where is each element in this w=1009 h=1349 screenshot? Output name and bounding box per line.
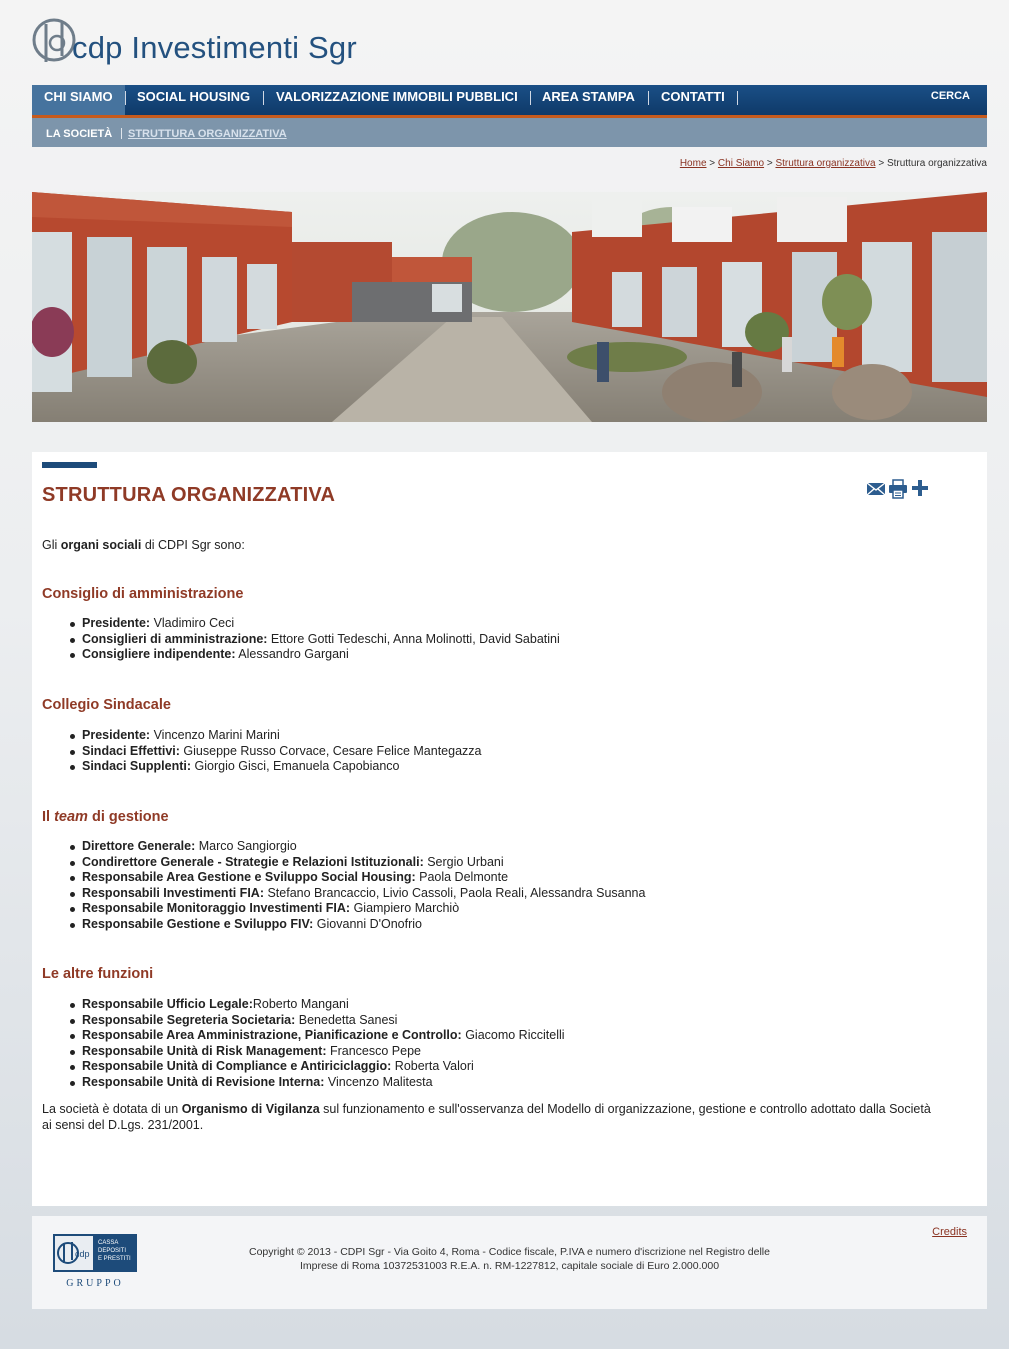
section-heading-consiglio: Consiglio di amministrazione — [42, 586, 244, 602]
subnav-separator — [121, 128, 122, 139]
list-item-role: Responsabile Gestione e Sviluppo FIV: — [82, 916, 314, 931]
closing-text-part: La società è dotata di un — [42, 1102, 182, 1116]
group-logo-line: CASSA — [98, 1240, 119, 1246]
heading-part: di gestione — [87, 809, 169, 825]
breadcrumb — [680, 158, 987, 169]
intro-text-part: Gli — [42, 538, 61, 552]
logo-text: cdp Investimenti Sgr — [72, 30, 357, 65]
page-tools — [866, 479, 930, 499]
list-item — [82, 997, 565, 1013]
list-item-role: Presidente: — [82, 728, 151, 742]
plus-icon[interactable] — [911, 479, 929, 497]
copyright-line: Copyright © 2013 - CDPI Sgr - Via Goito 4, Roma - Codice fiscale, P.IVA e numero d'iscrizione nel Registro delle — [249, 1246, 770, 1258]
list-item-names: Vincenzo Malitesta — [324, 1074, 433, 1089]
list-item-role: Responsabile Monitoraggio Investimenti FIA: — [82, 901, 351, 915]
section-list-collegio — [82, 728, 481, 775]
section-heading-collegio: Collegio Sindacale — [42, 697, 171, 713]
list-item-names: Roberto Mangani — [252, 997, 349, 1011]
list-item — [82, 886, 645, 902]
footer — [32, 1216, 987, 1309]
nav-separator — [648, 91, 649, 105]
list-item — [82, 855, 645, 871]
closing-text-part: sul funzionamento e sull'osservanza del Modello di organizzazione, gestione e controllo adottato dalla Società ai sensi del D.Lgs. 231/2001. — [42, 1102, 931, 1132]
list-item — [82, 1044, 565, 1060]
list-item-role: Responsabile Area Amministrazione, Pianificazione e Controllo: — [82, 1028, 462, 1042]
list-item-role: Responsabile Unità di Revisione Interna: — [82, 1074, 325, 1089]
section-list-team — [82, 839, 645, 932]
list-item-role: Sindaci Effettivi: — [82, 743, 180, 758]
intro-text-bold: organi sociali — [60, 538, 142, 552]
nav-item-area-stampa[interactable]: AREA STAMPA — [542, 89, 635, 104]
section-heading-team — [42, 809, 169, 825]
group-logo-line: GRUPPO — [66, 1278, 124, 1289]
list-item-role: Responsabile Area Gestione e Sviluppo Social Housing: — [82, 870, 416, 884]
list-item-role: Consiglieri di amministrazione: — [82, 631, 268, 646]
list-item-role: Responsabile Unità di Risk Management: — [82, 1043, 327, 1058]
title-accent-bar — [42, 462, 97, 468]
list-item-role: Responsabile Ufficio Legale: — [82, 997, 253, 1011]
nav-item-contatti[interactable]: CONTATTI — [661, 89, 725, 104]
breadcrumb-link-struttura[interactable]: Struttura organizzativa — [775, 158, 876, 169]
list-item-names: Benedetta Sanesi — [295, 1012, 398, 1027]
list-item-role: Responsabili Investimenti FIA: — [82, 885, 264, 900]
nav-separator — [125, 91, 126, 105]
list-item-role: Responsabile Segreteria Societaria: — [82, 1012, 296, 1027]
hero-image — [32, 192, 987, 422]
list-item-names: Alessandro Gargani — [235, 647, 349, 661]
breadcrumb-link-home[interactable]: Home — [679, 158, 707, 169]
list-item-names: Vincenzo Marini Marini — [150, 728, 280, 742]
list-item — [82, 744, 481, 760]
search-link[interactable]: CERCA — [930, 90, 970, 102]
list-item-names: Giorgio Gisci, Emanuela Capobianco — [191, 759, 400, 773]
list-item — [82, 759, 481, 775]
credits-link[interactable]: Credits — [932, 1226, 967, 1238]
list-item — [82, 839, 645, 855]
site-logo[interactable] — [32, 12, 357, 70]
intro-text-part: di CDPI Sgr sono: — [141, 538, 245, 552]
copyright-line: Imprese di Roma 10372531003 R.E.A. n. RM-1227812, capitale sociale di Euro 2.000.000 — [299, 1260, 720, 1272]
breadcrumb-link-chi-siamo[interactable]: Chi Siamo — [717, 158, 765, 169]
list-item-names: Paola Delmonte — [415, 870, 509, 884]
list-item-role: Consigliere indipendente: — [82, 647, 236, 661]
list-item-names: Giacomo Riccitelli — [461, 1028, 565, 1042]
list-item — [82, 632, 560, 648]
intro-text — [42, 538, 245, 552]
list-item — [82, 917, 645, 933]
svg-text:cdp: cdp — [75, 1249, 90, 1259]
list-item-role: Condirettore Generale - Strategie e Relazioni Istituzionali: — [82, 854, 424, 869]
copyright-text — [227, 1245, 792, 1273]
list-item-names: Stefano Brancaccio, Livio Cassoli, Paola Reali, Alessandra Susanna — [263, 885, 646, 900]
sub-navigation — [32, 118, 987, 147]
list-item — [82, 728, 481, 744]
group-logo-line: E PRESTITI — [98, 1256, 131, 1262]
list-item-names: Francesco Pepe — [326, 1043, 421, 1058]
breadcrumb-separator: > — [709, 158, 718, 169]
list-item — [82, 1013, 565, 1029]
list-item-names: Vladimiro Ceci — [150, 616, 235, 630]
nav-item-valorizzazione[interactable]: VALORIZZAZIONE IMMOBILI PUBBLICI — [276, 89, 518, 104]
list-item — [82, 1028, 565, 1044]
list-item-names: Giuseppe Russo Corvace, Cesare Felice Mantegazza — [179, 743, 482, 758]
list-item-names: Roberta Valori — [391, 1059, 474, 1073]
nav-item-chi-siamo[interactable]: CHI SIAMO — [32, 85, 125, 115]
list-item-names: Marco Sangiorgio — [195, 839, 297, 853]
nav-separator — [530, 91, 531, 105]
page-title: STRUTTURA ORGANIZZATIVA — [42, 484, 336, 506]
heading-emphasis: team — [54, 809, 88, 825]
section-list-consiglio — [82, 616, 560, 663]
list-item — [82, 1075, 565, 1091]
closing-paragraph — [42, 1101, 932, 1133]
list-item-names: Giovanni D'Onofrio — [313, 916, 422, 931]
nav-item-social-housing[interactable]: SOCIAL HOUSING — [137, 89, 251, 104]
list-item — [82, 870, 645, 886]
closing-text-bold: Organismo di Vigilanza — [181, 1102, 320, 1116]
group-logo-line: DEPOSITI — [98, 1248, 127, 1254]
list-item — [82, 901, 645, 917]
mail-icon[interactable] — [866, 481, 886, 497]
nav-separator — [737, 91, 738, 105]
list-item — [82, 1059, 565, 1075]
section-heading-altre-funzioni: Le altre funzioni — [42, 966, 154, 982]
list-item-role: Direttore Generale: — [82, 839, 196, 853]
breadcrumb-separator: > — [766, 158, 776, 169]
heading-part: Il — [42, 809, 55, 825]
list-item-names: Ettore Gotti Tedeschi, Anna Molinotti, David Sabatini — [267, 631, 560, 646]
print-icon[interactable] — [888, 479, 908, 499]
section-list-altre-funzioni — [82, 997, 565, 1090]
list-item — [82, 647, 560, 663]
breadcrumb-separator: > — [878, 158, 887, 169]
list-item — [82, 616, 560, 632]
cdp-group-logo-icon — [53, 1234, 137, 1290]
subnav-item-la-societa[interactable]: LA SOCIETÀ — [46, 128, 113, 140]
list-item-names: Giampiero Marchiò — [350, 901, 460, 915]
list-item-role: Sindaci Supplenti: — [82, 759, 192, 773]
cdp-group-logo[interactable] — [53, 1234, 137, 1290]
list-item-names: Sergio Urbani — [423, 854, 504, 869]
main-content — [32, 452, 987, 1206]
breadcrumb-current: Struttura organizzativa — [886, 158, 987, 169]
main-navigation — [32, 85, 987, 118]
subnav-item-struttura-organizzativa[interactable]: STRUTTURA ORGANIZZATIVA — [128, 128, 287, 140]
list-item-role: Responsabile Unità di Compliance e Antiriciclaggio: — [82, 1059, 392, 1073]
nav-separator — [263, 91, 264, 105]
list-item-role: Presidente: — [82, 616, 151, 630]
